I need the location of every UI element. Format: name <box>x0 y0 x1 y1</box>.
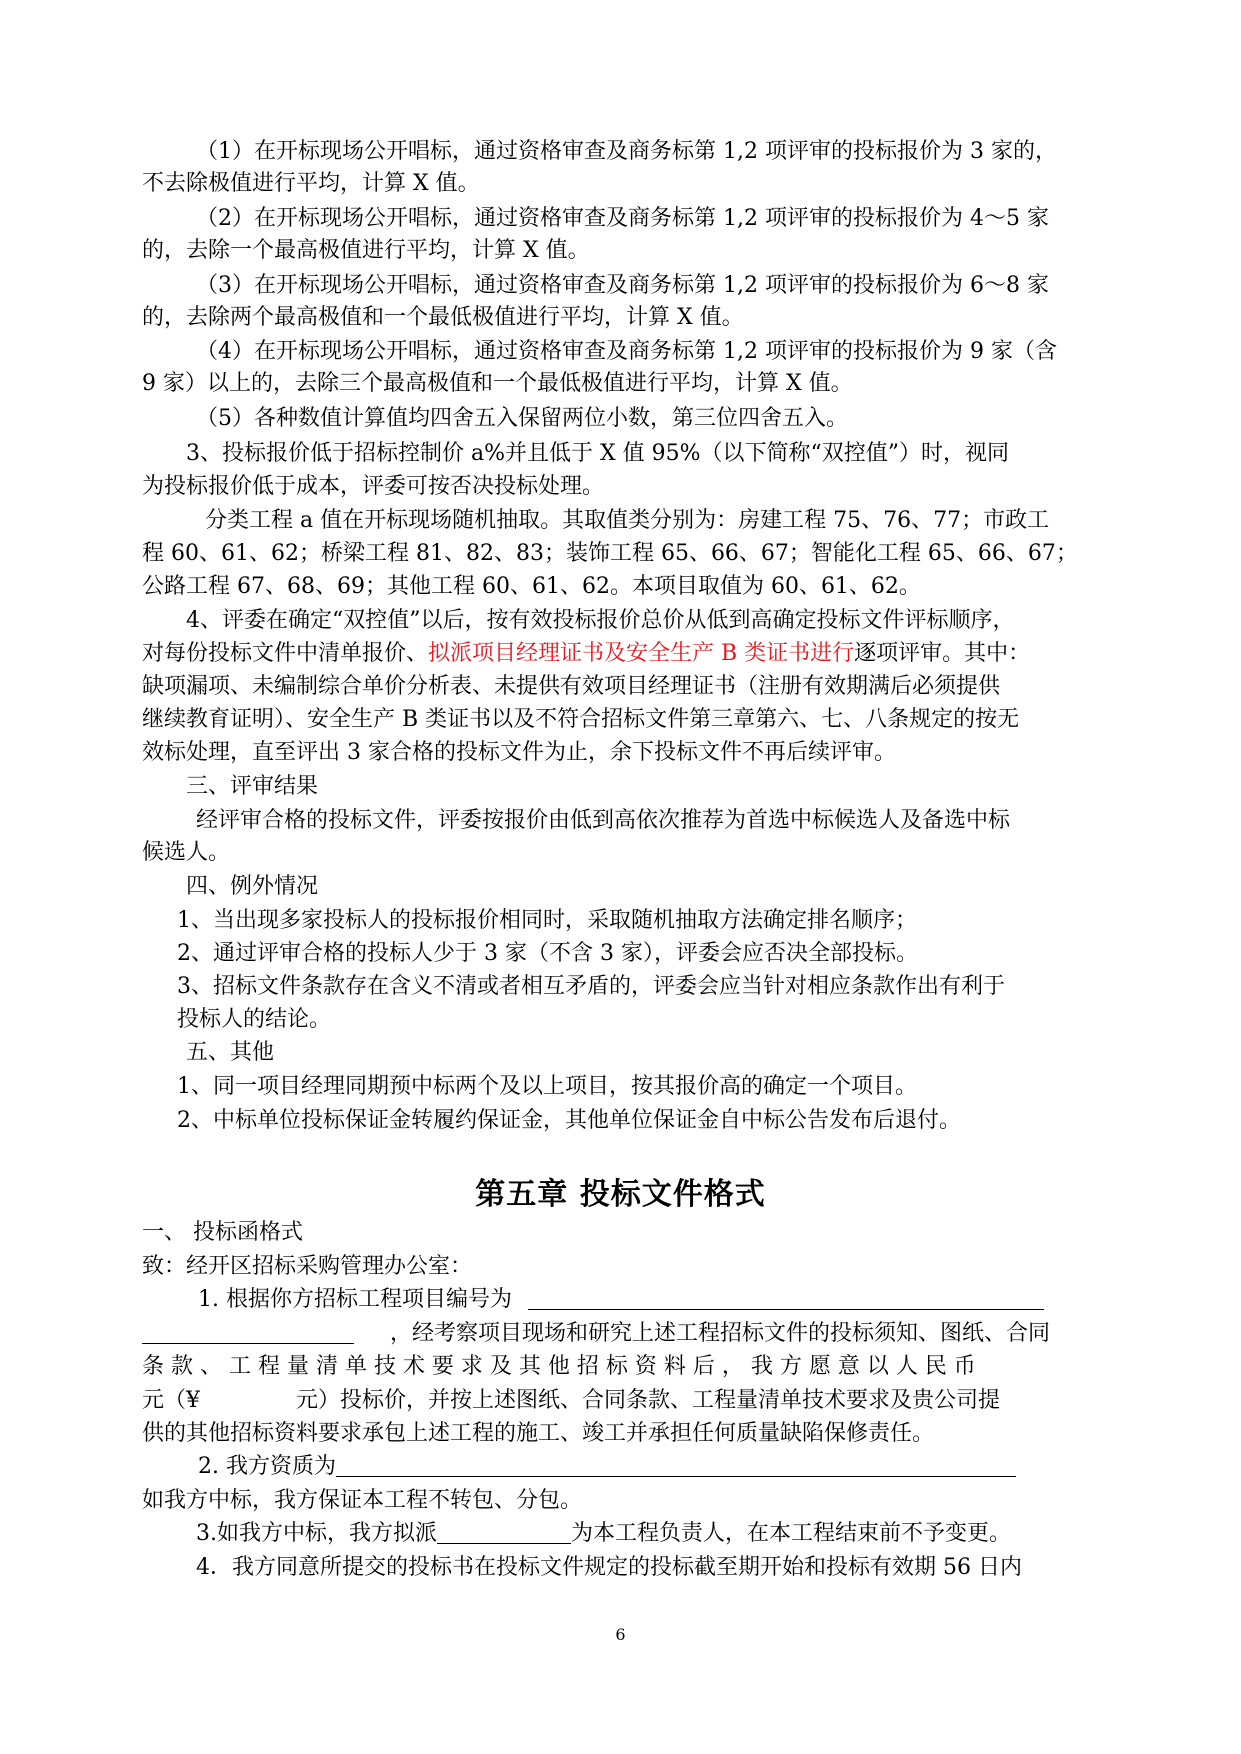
paragraph-line: 程 60、61、62；桥梁工程 81、82、83；装饰工程 65、66、67；智能化工程 65、66、67； <box>142 541 1078 566</box>
paragraph-line: 效标处理，直至评出 3 家合格的投标文件为止，余下投标文件不再后续评审。 <box>142 740 896 765</box>
paragraph-line: （3）在开标现场公开唱标，通过资格审查及商务标第 1,2 项评审的投标报价为 6～8 家 <box>196 273 1049 298</box>
paragraph-line: 经评审合格的投标文件，评委按报价由低到高依次推荐为首选中标候选人及备选中标 <box>196 808 1011 833</box>
qualification-blank <box>336 1452 1016 1477</box>
form-label: 1. 根据你方招标工程项目编号为 <box>198 1287 512 1312</box>
list-item: 投标人的结论。 <box>177 1007 332 1032</box>
list-item: 2、中标单位投标保证金转履约保证金，其他单位保证金自中标公告发布后退付。 <box>177 1108 961 1133</box>
paragraph-line: （2）在开标现场公开唱标，通过资格审查及商务标第 1,2 项评审的投标报价为 4～5 家 <box>196 206 1049 231</box>
form-line <box>198 1451 1176 1483</box>
form-line <box>142 1318 1120 1350</box>
paragraph-line: 不去除极值进行平均，计算 X 值。 <box>142 171 480 196</box>
form-text: 为本工程负责人，在本工程结束前不予变更。 <box>571 1521 1012 1546</box>
paragraph-line: 候选人。 <box>142 840 231 865</box>
project-manager-blank <box>437 1519 571 1544</box>
form-label: 3.如我方中标，我方拟派 <box>196 1521 437 1546</box>
list-item: 3、招标文件条款存在含义不清或者相互矛盾的，评委会应当针对相应条款作出有利于 <box>177 974 1005 999</box>
text-run: 逐项评审。其中： <box>854 641 1031 666</box>
list-item: 1、当出现多家投标人的投标报价相同时，采取随机抽取方法确定排名顺序； <box>177 908 917 933</box>
paragraph-line: 3、投标报价低于招标控制价 a%并且低于 X 值 95%（以下简称“双控值”）时，视同 <box>186 441 1010 466</box>
chapter-title: 第五章 投标文件格式 <box>475 1177 766 1212</box>
page-number: 6 <box>615 1625 626 1644</box>
list-item: 1、同一项目经理同期预中标两个及以上项目，按其报价高的确定一个项目。 <box>177 1074 917 1099</box>
highlighted-text: 拟派项目经理证书及安全生产 B 类证书进行 <box>428 641 855 666</box>
list-item: 2、通过评审合格的投标人少于 3 家（不含 3 家），评委会应否决全部投标。 <box>177 941 918 966</box>
paragraph-line: 缺项漏项、未编制综合单价分析表、未提供有效项目经理证书（注册有效期满后必须提供 <box>142 674 1001 699</box>
paragraph-line: 的，去除一个最高极值进行平均，计算 X 值。 <box>142 238 590 263</box>
form-line <box>198 1284 1176 1316</box>
project-number-blank <box>528 1285 572 1310</box>
project-number-blank-line2 <box>142 1319 354 1344</box>
section-heading: 五、其他 <box>186 1040 275 1065</box>
form-text: 元）投标价，并按上述图纸、合同条款、工程量清单技术要求及贵公司提 <box>296 1388 1001 1413</box>
section-heading: 一、 投标函格式 <box>142 1220 303 1245</box>
paragraph-line: 9 家）以上的，去除三个最高极值和一个最低极值进行平均，计算 X 值。 <box>142 371 853 396</box>
paragraph-line: 条 款 、 工 程 量 清 单 技 术 要 求 及 其 他 招 标 资 料 后 ， 我 方 愿 意 以 人 民 币 <box>142 1354 976 1379</box>
paragraph-line: （4）在开标现场公开唱标，通过资格审查及商务标第 1,2 项评审的投标报价为 9 家（含 <box>196 339 1057 364</box>
paragraph-line: 继续教育证明）、安全生产 B 类证书以及不符合招标文件第三章第六、七、八条规定的按无 <box>142 707 1020 732</box>
paragraph-line: （1）在开标现场公开唱标，通过资格审查及商务标第 1,2 项评审的投标报价为 3 家的， <box>196 139 1057 164</box>
paragraph-line: 如我方中标，我方保证本工程不转包、分包。 <box>142 1488 583 1513</box>
form-text: ，经考察项目现场和研究上述工程招标文件的投标须知、图纸、合同 <box>390 1321 1051 1346</box>
form-text: 元（¥ <box>142 1388 200 1413</box>
paragraph-line: 供的其他招标资料要求承包上述工程的施工、竣工并承担任何质量缺陷保修责任。 <box>142 1421 935 1446</box>
paragraph-line: 分类工程 a 值在开标现场随机抽取。其取值类分别为：房建工程 75、76、77；市政工 <box>205 508 1050 533</box>
text-run: 对每份投标文件中清单报价、 <box>142 641 429 666</box>
paragraph-line: 4．我方同意所提交的投标书在投标文件规定的投标截至期开始和投标有效期 56 日内 <box>196 1555 1022 1580</box>
paragraph-line: 为投标报价低于成本，评委可按否决投标处理。 <box>142 474 605 499</box>
paragraph-line: 4、评委在确定“双控值”以后，按有效投标报价总价从低到高确定投标文件评标顺序， <box>186 608 1015 633</box>
letter-addressee: 致：经开区招标采购管理办公室： <box>142 1254 473 1279</box>
form-line <box>196 1518 1174 1550</box>
paragraph-line: （5）各种数值计算值均四舍五入保留两位小数，第三位四舍五入。 <box>196 406 848 431</box>
paragraph-line: 公路工程 67、68、69；其他工程 60、61、62。本项目取值为 60、61、62。 <box>142 574 921 599</box>
section-heading: 三、评审结果 <box>186 774 319 799</box>
form-label: 2. 我方资质为 <box>198 1454 336 1479</box>
form-line <box>142 1385 1120 1417</box>
paragraph-line <box>142 638 1120 670</box>
project-number-blank-continued <box>572 1285 1044 1310</box>
section-heading: 四、例外情况 <box>186 874 319 899</box>
paragraph-line: 的，去除两个最高极值和一个最低极值进行平均，计算 X 值。 <box>142 305 744 330</box>
